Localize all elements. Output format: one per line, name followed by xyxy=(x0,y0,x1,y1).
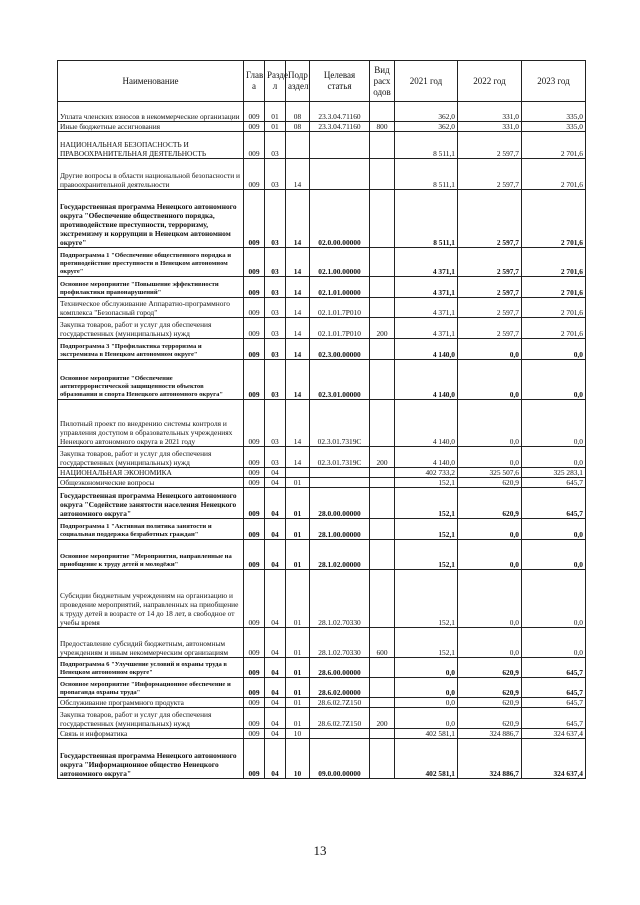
row-target-article-cell: 28.6.02.7Z150 xyxy=(310,698,370,708)
row-value-2023-cell: 2 701,6 xyxy=(522,190,586,248)
row-value-2022-cell: 2 597,7 xyxy=(458,248,522,277)
row-razdel-cell: 04 xyxy=(265,708,286,729)
row-glava-cell: 009 xyxy=(244,277,265,298)
row-value-2021-cell: 152,1 xyxy=(395,519,458,540)
row-glava-cell: 009 xyxy=(244,447,265,468)
row-podrazdel-cell: 10 xyxy=(286,729,310,739)
row-podrazdel-cell: 14 xyxy=(286,190,310,248)
row-target-article-cell: 02.0.00.00000 xyxy=(310,190,370,248)
header-year-2022: 2022 год xyxy=(458,61,522,102)
row-glava-cell: 009 xyxy=(244,159,265,190)
row-value-2023-cell: 645,7 xyxy=(522,698,586,708)
row-value-2021-cell: 152,1 xyxy=(395,570,458,628)
row-value-2023-cell: 2 701,6 xyxy=(522,277,586,298)
row-expense-type-cell xyxy=(370,400,395,447)
row-glava-cell: 009 xyxy=(244,122,265,132)
row-podrazdel-cell: 01 xyxy=(286,570,310,628)
row-value-2023-cell: 324 637,4 xyxy=(522,729,586,739)
header-razdel: Разде л xyxy=(265,61,286,102)
table-row xyxy=(58,468,586,478)
table-row xyxy=(58,400,586,447)
row-value-2022-cell: 620,9 xyxy=(458,708,522,729)
row-value-2022-cell: 0,0 xyxy=(458,360,522,400)
header-year-2021: 2021 год xyxy=(395,61,458,102)
row-glava-cell: 009 xyxy=(244,318,265,339)
header-name: Наименование xyxy=(58,61,244,102)
row-podrazdel-cell: 01 xyxy=(286,540,310,570)
row-podrazdel-cell: 14 xyxy=(286,248,310,277)
row-value-2022-cell: 2 597,7 xyxy=(458,277,522,298)
row-glava-cell: 009 xyxy=(244,190,265,248)
table-row xyxy=(58,678,586,698)
row-name-cell: Субсидии бюджетным учреждениям на организацию и проведение мероприятий, направленных на приобщение к труду детей в возрасте от 14 до 18 лет, в свободное от учебы время xyxy=(58,570,244,628)
row-value-2021-cell: 362,0 xyxy=(395,122,458,132)
row-value-2021-cell: 152,1 xyxy=(395,488,458,519)
row-razdel-cell: 03 xyxy=(265,318,286,339)
header-podrazdel: Подр аздел xyxy=(286,61,310,102)
row-target-article-cell: 02.3.01.00000 xyxy=(310,360,370,400)
row-name-cell: Государственная программа Ненецкого автономного округа "Содействие занятости населения Ненецкого автономного округа" xyxy=(58,488,244,519)
row-target-article-cell: 02.1.01.7Р010 xyxy=(310,318,370,339)
row-target-article-cell xyxy=(310,132,370,159)
row-target-article-cell: 28.1.02.70330 xyxy=(310,570,370,628)
row-value-2022-cell: 620,9 xyxy=(458,678,522,698)
row-razdel-cell: 03 xyxy=(265,190,286,248)
row-value-2023-cell: 0,0 xyxy=(522,570,586,628)
row-podrazdel-cell: 01 xyxy=(286,698,310,708)
row-podrazdel-cell: 14 xyxy=(286,360,310,400)
row-expense-type-cell: 600 xyxy=(370,628,395,658)
row-value-2023-cell: 0,0 xyxy=(522,400,586,447)
table-row xyxy=(58,519,586,540)
row-razdel-cell: 04 xyxy=(265,540,286,570)
table-header-row xyxy=(58,61,586,102)
row-podrazdel-cell: 01 xyxy=(286,678,310,698)
table-row xyxy=(58,159,586,190)
row-name-cell: Уплата членских взносов в некоммерческие организации xyxy=(58,102,244,122)
row-value-2022-cell: 620,9 xyxy=(458,658,522,678)
row-value-2023-cell: 335,0 xyxy=(522,102,586,122)
row-value-2022-cell: 0,0 xyxy=(458,519,522,540)
table-row xyxy=(58,190,586,248)
row-glava-cell: 009 xyxy=(244,739,265,779)
row-podrazdel-cell: 01 xyxy=(286,478,310,488)
row-glava-cell: 009 xyxy=(244,628,265,658)
row-target-article-cell: 02.3.01.7319С xyxy=(310,400,370,447)
row-value-2022-cell: 0,0 xyxy=(458,400,522,447)
row-glava-cell: 009 xyxy=(244,678,265,698)
row-value-2022-cell: 620,9 xyxy=(458,698,522,708)
row-razdel-cell: 04 xyxy=(265,488,286,519)
row-target-article-cell: 28.6.02.00000 xyxy=(310,678,370,698)
row-value-2023-cell: 2 701,6 xyxy=(522,318,586,339)
table-row xyxy=(58,478,586,488)
row-value-2021-cell: 8 511,1 xyxy=(395,132,458,159)
row-glava-cell: 009 xyxy=(244,488,265,519)
row-name-cell: Общеэкономические вопросы xyxy=(58,478,244,488)
row-value-2023-cell: 2 701,6 xyxy=(522,159,586,190)
row-name-cell: Подпрограмма 3 "Профилактика терроризма и экстремизма в Ненецком автономном округе" xyxy=(58,339,244,360)
row-value-2022-cell: 2 597,7 xyxy=(458,298,522,318)
row-value-2023-cell: 335,0 xyxy=(522,122,586,132)
row-podrazdel-cell xyxy=(286,132,310,159)
row-razdel-cell: 04 xyxy=(265,570,286,628)
row-podrazdel-cell: 14 xyxy=(286,339,310,360)
row-value-2021-cell: 4 140,0 xyxy=(395,360,458,400)
table-row xyxy=(58,708,586,729)
header-glava: Глав а xyxy=(244,61,265,102)
row-target-article-cell: 28.6.02.7Z150 xyxy=(310,708,370,729)
row-value-2022-cell: 325 507,6 xyxy=(458,468,522,478)
row-razdel-cell: 03 xyxy=(265,159,286,190)
row-value-2022-cell: 0,0 xyxy=(458,570,522,628)
table-row xyxy=(58,102,586,122)
table-row xyxy=(58,488,586,519)
row-target-article-cell: 28.1.02.70330 xyxy=(310,628,370,658)
row-name-cell: Иные бюджетные ассигнования xyxy=(58,122,244,132)
table-row xyxy=(58,298,586,318)
row-value-2022-cell: 2 597,7 xyxy=(458,190,522,248)
row-glava-cell: 009 xyxy=(244,468,265,478)
row-name-cell: Основное мероприятие "Обеспечение антитеррористической защищенности объектов образования и спорта Ненецкого автономного округа" xyxy=(58,360,244,400)
row-expense-type-cell xyxy=(370,488,395,519)
row-value-2021-cell: 152,1 xyxy=(395,628,458,658)
row-name-cell: Подпрограмма 1 "Обеспечение общественного порядка и противодействие преступности в Ненецком автономном округе" xyxy=(58,248,244,277)
row-value-2022-cell: 0,0 xyxy=(458,339,522,360)
row-value-2023-cell: 0,0 xyxy=(522,360,586,400)
row-value-2023-cell: 0,0 xyxy=(522,540,586,570)
table-row xyxy=(58,447,586,468)
page-number: 13 xyxy=(313,843,327,858)
row-expense-type-cell xyxy=(370,102,395,122)
table-row xyxy=(58,729,586,739)
row-value-2021-cell: 402 733,2 xyxy=(395,468,458,478)
row-name-cell: НАЦИОНАЛЬНАЯ БЕЗОПАСНОСТЬ И ПРАВООХРАНИТЕЛЬНАЯ ДЕЯТЕЛЬНОСТЬ xyxy=(58,132,244,159)
row-name-cell: Закупка товаров, работ и услуг для обеспечения государственных (муниципальных) нужд xyxy=(58,318,244,339)
table-body xyxy=(58,102,586,779)
row-podrazdel-cell: 01 xyxy=(286,708,310,729)
row-value-2021-cell: 402 581,1 xyxy=(395,739,458,779)
row-name-cell: Пилотный проект по внедрению системы контроля и управления доступом в образовательных учреждениях Ненецкого автономного округа в 2021 году xyxy=(58,400,244,447)
row-expense-type-cell xyxy=(370,519,395,540)
header-expense-type: Вид расх одов xyxy=(370,61,395,102)
row-value-2021-cell: 4 371,1 xyxy=(395,277,458,298)
row-name-cell: Подпрограмма 1 "Активная политика занятости и социальная поддержка безработных граждан" xyxy=(58,519,244,540)
row-value-2021-cell: 362,0 xyxy=(395,102,458,122)
table-row xyxy=(58,248,586,277)
row-razdel-cell: 01 xyxy=(265,122,286,132)
row-value-2023-cell: 2 701,6 xyxy=(522,248,586,277)
row-razdel-cell: 04 xyxy=(265,468,286,478)
row-value-2022-cell: 331,0 xyxy=(458,122,522,132)
row-razdel-cell: 04 xyxy=(265,678,286,698)
row-glava-cell: 009 xyxy=(244,132,265,159)
row-target-article-cell: 02.3.01.7319С xyxy=(310,447,370,468)
header-year-2023: 2023 год xyxy=(522,61,586,102)
row-target-article-cell: 23.3.04.71160 xyxy=(310,122,370,132)
row-expense-type-cell xyxy=(370,729,395,739)
row-value-2022-cell: 0,0 xyxy=(458,628,522,658)
header-target-article: Целевая статья xyxy=(310,61,370,102)
table-row xyxy=(58,339,586,360)
row-value-2021-cell: 0,0 xyxy=(395,678,458,698)
row-expense-type-cell xyxy=(370,678,395,698)
row-razdel-cell: 04 xyxy=(265,739,286,779)
table-row xyxy=(58,628,586,658)
row-target-article-cell: 23.3.04.71160 xyxy=(310,102,370,122)
table-row xyxy=(58,540,586,570)
table-row xyxy=(58,132,586,159)
row-value-2021-cell: 8 511,1 xyxy=(395,159,458,190)
row-expense-type-cell xyxy=(370,277,395,298)
row-value-2021-cell: 4 140,0 xyxy=(395,400,458,447)
row-razdel-cell: 03 xyxy=(265,298,286,318)
row-value-2022-cell: 331,0 xyxy=(458,102,522,122)
row-podrazdel-cell: 14 xyxy=(286,447,310,468)
row-glava-cell: 009 xyxy=(244,339,265,360)
row-target-article-cell: 28.1.02.00000 xyxy=(310,540,370,570)
row-value-2023-cell: 0,0 xyxy=(522,628,586,658)
row-glava-cell: 009 xyxy=(244,478,265,488)
row-podrazdel-cell: 01 xyxy=(286,658,310,678)
row-value-2021-cell: 0,0 xyxy=(395,698,458,708)
row-razdel-cell: 03 xyxy=(265,400,286,447)
row-target-article-cell: 02.1.00.00000 xyxy=(310,248,370,277)
table-row xyxy=(58,318,586,339)
row-target-article-cell: 28.6.00.00000 xyxy=(310,658,370,678)
row-expense-type-cell xyxy=(370,360,395,400)
row-value-2022-cell: 324 886,7 xyxy=(458,739,522,779)
row-razdel-cell: 03 xyxy=(265,248,286,277)
table-row xyxy=(58,277,586,298)
row-name-cell: Основное мероприятие "Мероприятия, направленные на приобщение к труду детей и молодёжи" xyxy=(58,540,244,570)
row-target-article-cell xyxy=(310,468,370,478)
row-razdel-cell: 04 xyxy=(265,519,286,540)
row-glava-cell: 009 xyxy=(244,658,265,678)
row-value-2021-cell: 8 511,1 xyxy=(395,190,458,248)
row-razdel-cell: 01 xyxy=(265,102,286,122)
row-razdel-cell: 03 xyxy=(265,277,286,298)
row-value-2023-cell: 325 283,1 xyxy=(522,468,586,478)
row-target-article-cell: 02.1.01.00000 xyxy=(310,277,370,298)
row-value-2021-cell: 402 581,1 xyxy=(395,729,458,739)
row-target-article-cell: 28.1.00.00000 xyxy=(310,519,370,540)
row-podrazdel-cell: 14 xyxy=(286,400,310,447)
row-expense-type-cell xyxy=(370,658,395,678)
row-name-cell: НАЦИОНАЛЬНАЯ ЭКОНОМИКА xyxy=(58,468,244,478)
row-value-2021-cell: 152,1 xyxy=(395,540,458,570)
row-target-article-cell: 09.0.00.00000 xyxy=(310,739,370,779)
row-name-cell: Основное мероприятие "Повышение эффективности профилактики правонарушений" xyxy=(58,277,244,298)
row-value-2023-cell: 0,0 xyxy=(522,339,586,360)
row-name-cell: Обслуживание программного продукта xyxy=(58,698,244,708)
row-name-cell: Подпрограмма 6 "Улучшение условий и охраны труда в Ненецком автономном округе" xyxy=(58,658,244,678)
row-expense-type-cell xyxy=(370,468,395,478)
row-value-2023-cell: 645,7 xyxy=(522,708,586,729)
row-podrazdel-cell: 14 xyxy=(286,318,310,339)
row-glava-cell: 009 xyxy=(244,698,265,708)
row-podrazdel-cell: 14 xyxy=(286,277,310,298)
row-expense-type-cell xyxy=(370,478,395,488)
table-row xyxy=(58,658,586,678)
row-glava-cell: 009 xyxy=(244,519,265,540)
row-value-2021-cell: 152,1 xyxy=(395,478,458,488)
row-expense-type-cell xyxy=(370,739,395,779)
row-value-2022-cell: 2 597,7 xyxy=(458,132,522,159)
row-podrazdel-cell xyxy=(286,468,310,478)
row-value-2022-cell: 2 597,7 xyxy=(458,159,522,190)
row-value-2022-cell: 324 886,7 xyxy=(458,729,522,739)
row-name-cell: Закупка товаров, работ и услуг для обеспечения государственных (муниципальных) нужд xyxy=(58,708,244,729)
row-expense-type-cell: 200 xyxy=(370,318,395,339)
row-name-cell: Связь и информатика xyxy=(58,729,244,739)
row-value-2021-cell: 4 140,0 xyxy=(395,447,458,468)
row-name-cell: Закупка товаров, работ и услуг для обеспечения государственных (муниципальных) нужд xyxy=(58,447,244,468)
row-razdel-cell: 03 xyxy=(265,360,286,400)
row-name-cell: Техническое обслуживание Аппаратно-программного комплекса "Безопасный город" xyxy=(58,298,244,318)
row-expense-type-cell: 200 xyxy=(370,708,395,729)
row-expense-type-cell xyxy=(370,540,395,570)
row-glava-cell: 009 xyxy=(244,729,265,739)
row-podrazdel-cell: 08 xyxy=(286,122,310,132)
row-value-2021-cell: 0,0 xyxy=(395,658,458,678)
table-row xyxy=(58,360,586,400)
row-value-2022-cell: 0,0 xyxy=(458,447,522,468)
row-value-2021-cell: 0,0 xyxy=(395,708,458,729)
row-glava-cell: 009 xyxy=(244,708,265,729)
row-target-article-cell: 02.3.00.00000 xyxy=(310,339,370,360)
row-podrazdel-cell: 14 xyxy=(286,298,310,318)
row-target-article-cell: 02.1.01.7Р010 xyxy=(310,298,370,318)
table-row xyxy=(58,698,586,708)
row-target-article-cell: 28.0.00.00000 xyxy=(310,488,370,519)
row-podrazdel-cell: 14 xyxy=(286,159,310,190)
table-row xyxy=(58,739,586,779)
row-glava-cell: 009 xyxy=(244,540,265,570)
row-razdel-cell: 03 xyxy=(265,339,286,360)
row-expense-type-cell xyxy=(370,248,395,277)
row-expense-type-cell xyxy=(370,339,395,360)
row-expense-type-cell xyxy=(370,190,395,248)
row-value-2021-cell: 4 140,0 xyxy=(395,339,458,360)
row-name-cell: Предоставление субсидий бюджетным, автономным учреждениям и иным некоммерческим организациям xyxy=(58,628,244,658)
budget-table xyxy=(57,60,586,779)
row-razdel-cell: 04 xyxy=(265,628,286,658)
row-expense-type-cell: 200 xyxy=(370,447,395,468)
row-value-2023-cell: 0,0 xyxy=(522,519,586,540)
table-row xyxy=(58,570,586,628)
row-name-cell: Государственная программа Ненецкого автономного округа "Информационное общество Ненецкого автономного округа" xyxy=(58,739,244,779)
row-name-cell: Основное мероприятие "Информационное обеспечение и пропаганда охраны труда" xyxy=(58,678,244,698)
row-expense-type-cell xyxy=(370,132,395,159)
row-razdel-cell: 04 xyxy=(265,478,286,488)
row-target-article-cell xyxy=(310,478,370,488)
row-expense-type-cell xyxy=(370,298,395,318)
table-row xyxy=(58,122,586,132)
row-glava-cell: 009 xyxy=(244,400,265,447)
row-razdel-cell: 03 xyxy=(265,447,286,468)
row-expense-type-cell xyxy=(370,159,395,190)
row-razdel-cell: 03 xyxy=(265,132,286,159)
row-value-2023-cell: 645,7 xyxy=(522,658,586,678)
row-value-2021-cell: 4 371,1 xyxy=(395,248,458,277)
row-value-2022-cell: 2 597,7 xyxy=(458,318,522,339)
row-razdel-cell: 04 xyxy=(265,658,286,678)
row-glava-cell: 009 xyxy=(244,298,265,318)
row-value-2022-cell: 620,9 xyxy=(458,488,522,519)
row-razdel-cell: 04 xyxy=(265,729,286,739)
row-value-2023-cell: 2 701,6 xyxy=(522,132,586,159)
row-podrazdel-cell: 01 xyxy=(286,488,310,519)
row-target-article-cell xyxy=(310,729,370,739)
row-expense-type-cell xyxy=(370,698,395,708)
row-value-2023-cell: 645,7 xyxy=(522,478,586,488)
row-glava-cell: 009 xyxy=(244,248,265,277)
row-value-2023-cell: 0,0 xyxy=(522,447,586,468)
row-podrazdel-cell: 01 xyxy=(286,628,310,658)
row-podrazdel-cell: 08 xyxy=(286,102,310,122)
row-name-cell: Государственная программа Ненецкого автономного округа "Обеспечение общественного порядка, противодействие преступности, терроризму, экстремизму и коррупции в Ненецком автономном округе" xyxy=(58,190,244,248)
row-podrazdel-cell: 10 xyxy=(286,739,310,779)
row-podrazdel-cell: 01 xyxy=(286,519,310,540)
row-expense-type-cell xyxy=(370,570,395,628)
row-glava-cell: 009 xyxy=(244,360,265,400)
row-glava-cell: 009 xyxy=(244,102,265,122)
row-value-2023-cell: 2 701,6 xyxy=(522,298,586,318)
row-value-2023-cell: 645,7 xyxy=(522,678,586,698)
row-expense-type-cell: 800 xyxy=(370,122,395,132)
row-value-2022-cell: 0,0 xyxy=(458,540,522,570)
row-value-2023-cell: 645,7 xyxy=(522,488,586,519)
row-value-2021-cell: 4 371,1 xyxy=(395,298,458,318)
row-name-cell: Другие вопросы в области национальной безопасности и правоохранительной деятельности xyxy=(58,159,244,190)
row-value-2021-cell: 4 371,1 xyxy=(395,318,458,339)
row-razdel-cell: 04 xyxy=(265,698,286,708)
row-target-article-cell xyxy=(310,159,370,190)
row-value-2023-cell: 324 637,4 xyxy=(522,739,586,779)
row-glava-cell: 009 xyxy=(244,570,265,628)
row-value-2022-cell: 620,9 xyxy=(458,478,522,488)
